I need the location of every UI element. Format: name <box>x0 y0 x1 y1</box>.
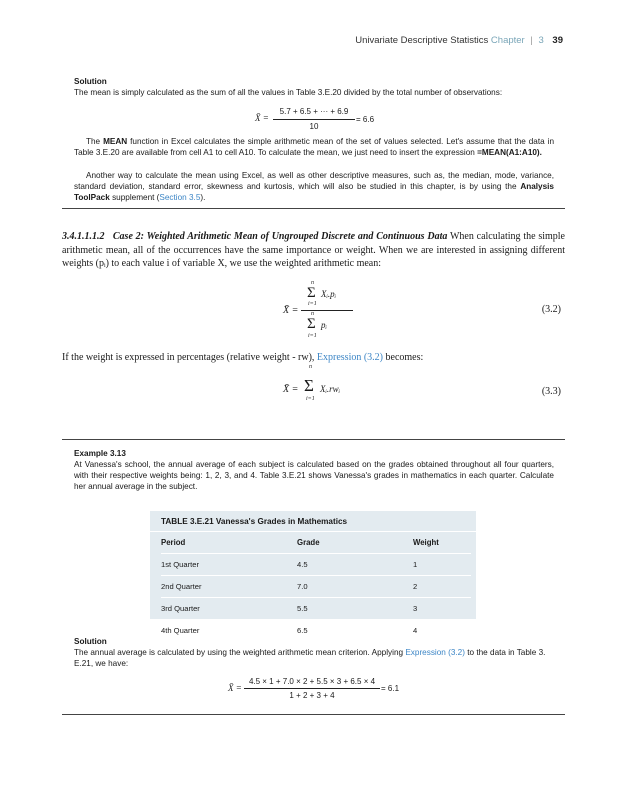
divider-1 <box>62 208 565 209</box>
grades-table <box>161 532 471 642</box>
p1-text-b: function in Excel calculates the simple arithmetic mean of the set of values selected. Let's assume that the data in Table 3.E.20 are available from cell A1 to cell A10. To calculate the mean, we just need to insert the expression <box>74 137 554 158</box>
eq3-lhs: X̄ = <box>283 384 299 395</box>
eq2-sub-top: i=1 <box>308 301 317 307</box>
solution2-heading: Solution <box>74 637 107 646</box>
p2-text-b: supplement ( <box>112 193 160 203</box>
cell-weight: 3 <box>413 598 471 620</box>
analysis-toolpack-paragraph <box>74 170 554 204</box>
eq1-result: = 6.6 <box>356 115 375 124</box>
header-separator: | <box>530 35 533 46</box>
mean-function-name: MEAN <box>103 137 128 146</box>
header-grade: Grade <box>297 532 413 554</box>
cell-period: 3rd Quarter <box>161 598 297 620</box>
eq2-sigma-top: Σ <box>307 285 316 301</box>
solution2-text-b: to the data in Table 3. E.21, we have: <box>74 648 546 669</box>
p1-text-a: The <box>86 137 101 146</box>
eq4-result: = 6.1 <box>381 684 400 693</box>
eq4-numerator: 4.5 × 1 + 7.0 × 2 + 5.5 × 3 + 6.5 × 4 <box>248 677 376 686</box>
equation-3-2 <box>283 280 363 346</box>
eq2-bottom-limit: n <box>311 311 314 317</box>
cell-grade: 6.5 <box>297 620 413 642</box>
section-title: Case 2: Weighted Arithmetic Mean of Ungrouped Discrete and Continuous Data <box>112 231 448 242</box>
eq4-fraction-bar <box>244 688 380 689</box>
eq2-sigma-bottom: Σ <box>307 316 316 332</box>
table-row <box>161 620 471 642</box>
eq3-top-limit: n <box>309 364 312 370</box>
eq3-sub: i=1 <box>306 396 315 402</box>
equation-3-3-number: (3.3) <box>541 386 561 397</box>
header-chapter-label: Chapter <box>490 35 525 46</box>
divider-3 <box>62 714 565 715</box>
example-text: At Vanessa's school, the annual average of each subject is calculated based on the grades obtained throughout all four quarters, with their respective weights being: 1, 2, 3, and 4. Table 3.E.21 shows Vanessa's grades in mathematics in each quarter. Calculate her annual average in the subject. <box>74 460 554 492</box>
cell-grade: 7.0 <box>297 576 413 598</box>
eq2-numerator: Xᵢ.pᵢ <box>321 289 337 299</box>
analysis-toolpack-name: Analysis ToolPack <box>74 182 554 203</box>
weight-paragraph <box>62 351 565 365</box>
header-weight: Weight <box>413 532 471 554</box>
eq1-denominator: 10 <box>309 122 319 131</box>
eq1-fraction-bar <box>273 119 355 120</box>
solution2-text-a: The annual average is calculated by using the weighted arithmetic mean criterion. Applying <box>74 648 404 657</box>
eq1-lhs: X̄ = <box>255 113 269 123</box>
solution-intro: The mean is simply calculated as the sum of all the values in Table 3.E.20 divided by the total number of observations: <box>74 88 503 97</box>
cell-period: 2nd Quarter <box>161 576 297 598</box>
p2-text-c: ). <box>200 193 206 203</box>
header-period: Period <box>161 532 297 554</box>
table-row <box>161 598 471 620</box>
eq2-lhs: X̄ = <box>283 305 299 316</box>
weight-text-a: If the weight is expressed in percentages (relative weight - rw), <box>62 352 315 363</box>
section-text: When calculating the simple arithmetic mean, all of the occurrences have the same importance or weight. When we are interested in assigning different weights (pᵢ) to each value i of variable X, we use the weighted arithmetic mean: <box>62 231 565 269</box>
table-row <box>161 576 471 598</box>
divider-2 <box>62 439 565 440</box>
eq2-denominator: pᵢ <box>321 320 327 330</box>
eq1-numerator: 5.7 + 6.5 + ··· + 6.9 <box>279 107 349 116</box>
excel-mean-paragraph <box>74 136 554 158</box>
equation-3-3 <box>283 364 373 408</box>
section-paragraph <box>62 230 565 271</box>
cell-grade: 4.5 <box>297 554 413 576</box>
section-3-5-link[interactable]: Section 3.5 <box>159 193 201 203</box>
table-caption: TABLE 3.E.21 Vanessa's Grades in Mathematics <box>161 517 348 526</box>
solution2-text <box>74 647 554 669</box>
weight-text-b: becomes: <box>385 352 424 363</box>
example-heading: Example 3.13 <box>74 449 126 458</box>
eq3-body: Xᵢ.rwᵢ <box>320 384 341 394</box>
cell-weight: 2 <box>413 576 471 598</box>
equation-weighted-result <box>228 676 408 704</box>
eq2-top-limit: n <box>311 280 314 286</box>
expression-3-2-link[interactable]: Expression (3.2) <box>316 352 384 363</box>
header-chapter-number: 3 <box>538 35 544 46</box>
eq4-lhs: X̄ = <box>228 683 242 693</box>
table-row <box>161 554 471 576</box>
solution2-expression-link[interactable]: Expression (3.2) <box>405 648 465 657</box>
eq2-sub-bottom: i=1 <box>308 333 317 339</box>
grades-table-panel <box>150 511 476 635</box>
eq4-denominator: 1 + 2 + 3 + 4 <box>289 691 335 700</box>
eq2-fraction-bar <box>301 310 353 311</box>
equation-3-2-number: (3.2) <box>541 304 561 315</box>
cell-grade: 5.5 <box>297 598 413 620</box>
cell-period: 1st Quarter <box>161 554 297 576</box>
cell-period: 4th Quarter <box>161 620 297 642</box>
equation-simple-mean <box>255 106 375 134</box>
table-header-row <box>161 532 471 554</box>
section-number: 3.4.1.1.1.2 <box>62 231 105 242</box>
p2-text-a: Another way to calculate the mean using Excel, as well as other descriptive measures, such as, the median, mode, variance, standard deviation, standard error, skewness and kurtosis, which will also be studied in this chapter, is by using the <box>74 171 554 192</box>
page-number: 39 <box>552 35 563 46</box>
eq3-sigma: Σ <box>304 376 314 395</box>
solution-heading: Solution <box>74 77 107 86</box>
running-header <box>355 35 563 46</box>
header-title: Univariate Descriptive Statistics <box>355 35 489 46</box>
cell-weight: 4 <box>413 620 471 642</box>
cell-weight: 1 <box>413 554 471 576</box>
excel-expression: =MEAN(A1:A10). <box>477 148 542 158</box>
